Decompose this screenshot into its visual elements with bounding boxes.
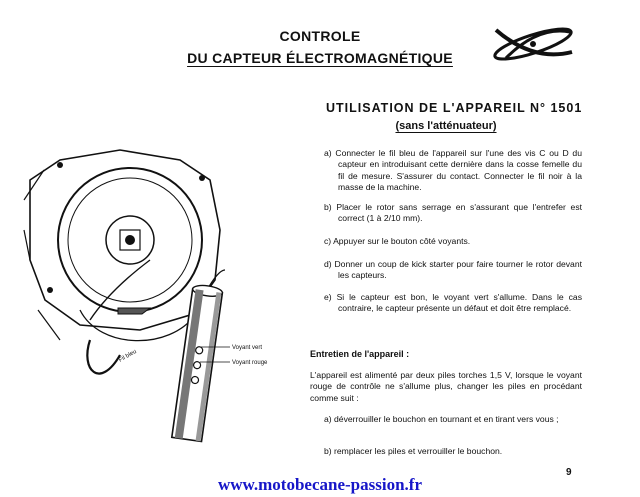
footer-url[interactable]: www.motobecane-passion.fr: [218, 475, 422, 494]
step-d: d) Donner un coup de kick starter pour faire tourner le rotor devant les capteurs.: [324, 259, 582, 281]
motobecane-logo-icon: [488, 22, 578, 66]
page-title-line1: CONTROLE: [279, 28, 361, 44]
step-e: e) Si le capteur est bon, le voyant vert s'allume. Dans le cas contraire, le capteur présente un défaut et doit être remplacé.: [324, 292, 582, 314]
step-c: c) Appuyer sur le bouton côté voyants.: [324, 236, 471, 246]
maintenance-item-a: a) déverrouiller le bouchon en tournant et en tirant vers vous ;: [324, 414, 559, 424]
label-fil-bleu: Fil bleu: [118, 348, 138, 364]
maintenance-item-b: b) remplacer les piles et verrouiller le bouchon.: [324, 446, 503, 456]
step-b: b) Placer le rotor sans serrage en s'assurant que l'entrefer est correct (1 à 2/10 mm).: [324, 202, 582, 224]
maintenance-heading: Entretien de l'appareil :: [310, 349, 410, 359]
label-voyant-vert: Voyant vert: [232, 345, 263, 351]
label-voyant-rouge: Voyant rouge: [232, 360, 268, 366]
magneto-tester-illustration: [20, 140, 320, 460]
step-a: a) Connecter le fil bleu de l'appareil sur l'une des vis C ou D du capteur en introduisant cette dernière dans la cosse femelle du fil de mesure. S'assurer du contact. Connecter le fil noir à la masse de la machine.: [324, 148, 582, 192]
maintenance-intro: L'appareil est alimenté par deux piles torches 1,5 V, lorsque le voyant rouge de contrôle ne s'allume plus, changer les piles en procédant comme suit :: [310, 370, 582, 403]
section-heading: UTILISATION DE L'APPAREIL N° 1501: [326, 101, 583, 115]
page-title-line2: DU CAPTEUR ÉLECTROMAGNÉTIQUE: [187, 50, 453, 66]
page-number: 9: [566, 467, 572, 478]
tester-icon: [172, 284, 223, 442]
section-subheading: (sans l'atténuateur): [395, 120, 497, 132]
